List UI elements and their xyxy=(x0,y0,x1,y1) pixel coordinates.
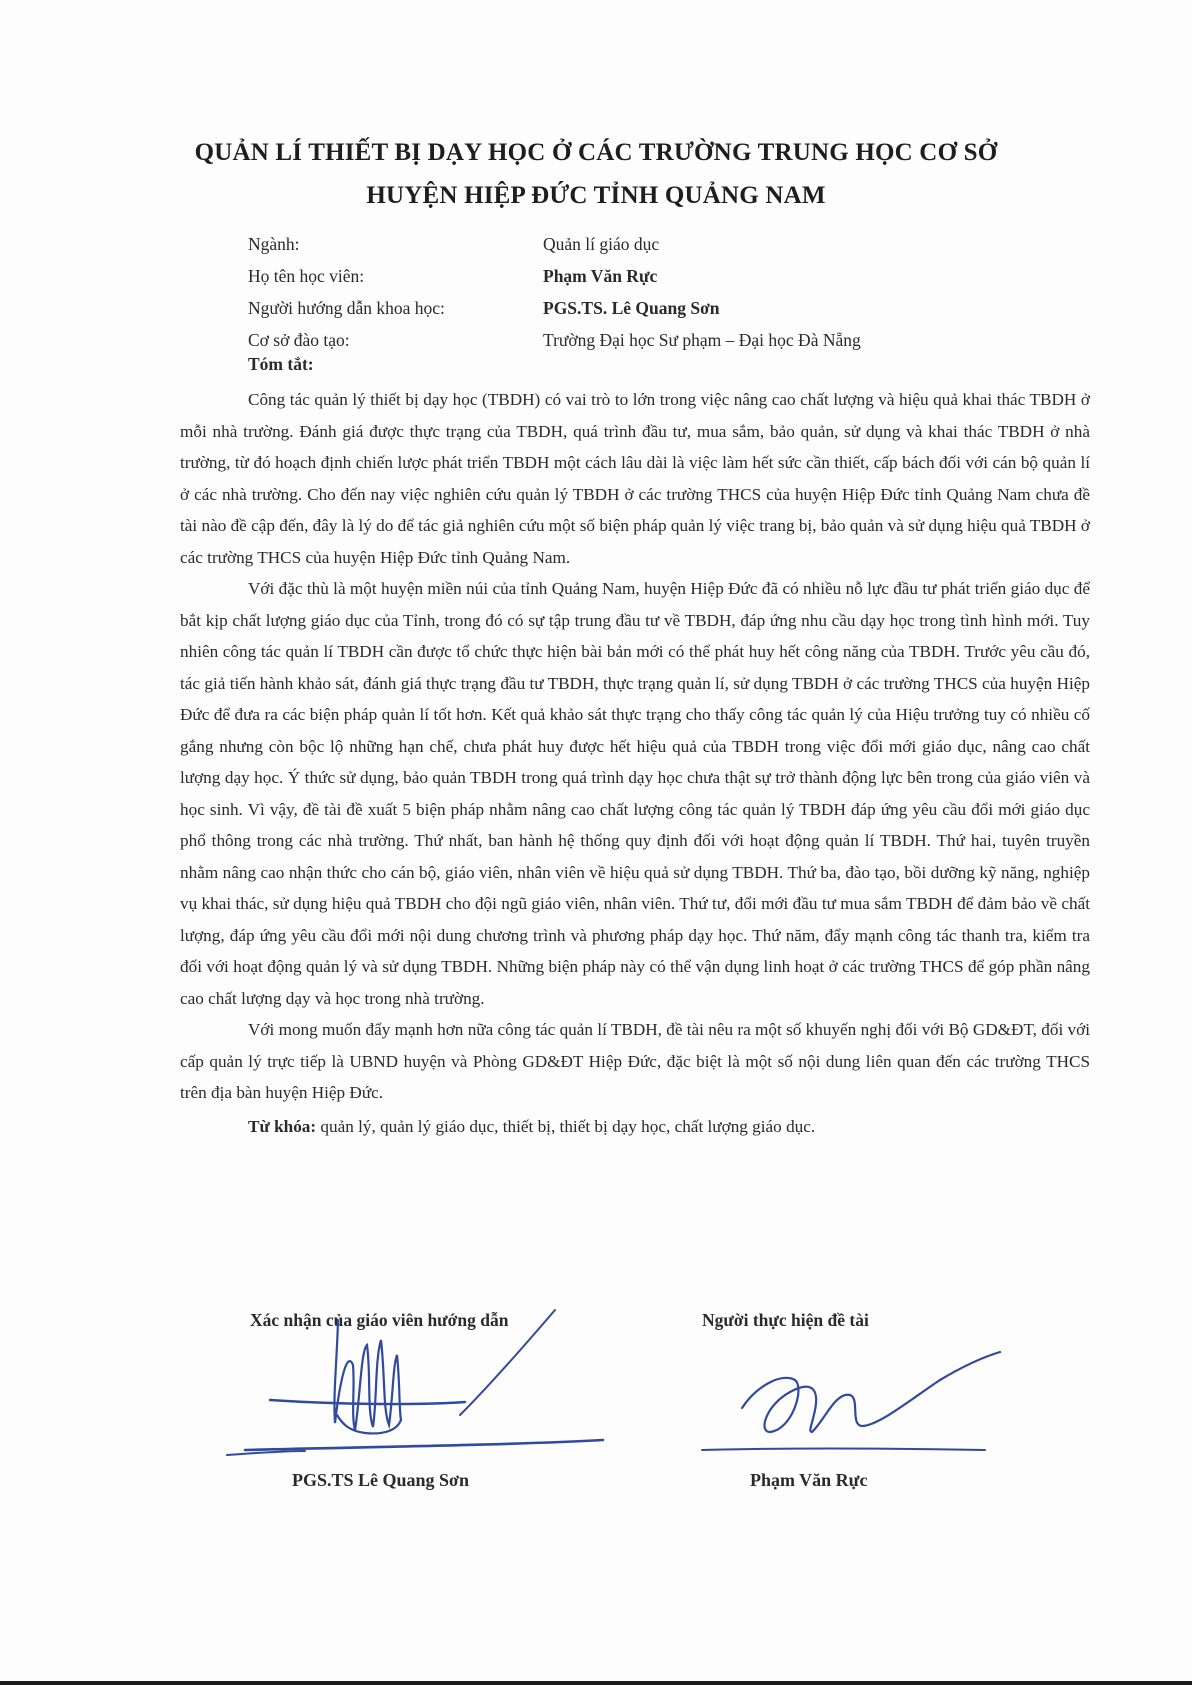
supervisor-confirmation-title: Xác nhận của giáo viên hướng dẫn xyxy=(250,1310,509,1330)
info-label: Ngành: xyxy=(248,234,300,254)
info-row-supervisor xyxy=(248,292,1048,324)
author-title: Người thực hiện đề tài xyxy=(702,1310,869,1330)
info-row-major xyxy=(248,228,1048,260)
title-line-2: HUYỆN HIỆP ĐỨC TỈNH QUẢNG NAM xyxy=(366,182,826,209)
title-line-1: QUẢN LÍ THIẾT BỊ DẠY HỌC Ở CÁC TRƯỜNG TRUNG HỌC CƠ SỞ xyxy=(194,139,998,166)
info-value: Trường Đại học Sư phạm – Đại học Đà Nẵng xyxy=(543,330,861,350)
info-value: Quản lí giáo dục xyxy=(543,234,660,254)
page-bottom-edge xyxy=(0,1681,1192,1685)
info-row-student xyxy=(248,260,1048,292)
info-label: Cơ sở đào tạo: xyxy=(248,330,350,350)
abstract-body xyxy=(180,384,1090,1142)
abstract-paragraph: Với mong muốn đẩy mạnh hơn nữa công tác quản lí TBDH, đề tài nêu ra một số khuyến nghị đối với Bộ GD&ĐT, đối với cấp quản lý trực tiếp là UBND huyện và Phòng GD&ĐT Hiệp Đức, đặc biệt là một số nội dung liên quan đến các trường THCS trên địa bàn huyện Hiệp Đức. xyxy=(180,1020,1090,1102)
info-row-institution xyxy=(248,324,1048,356)
keywords-label: Từ khóa: xyxy=(248,1116,317,1136)
info-value: Phạm Văn Rực xyxy=(543,266,658,286)
summary-heading: Tóm tắt: xyxy=(248,354,314,374)
info-value: PGS.TS. Lê Quang Sơn xyxy=(543,298,720,318)
abstract-paragraph: Với đặc thù là một huyện miền núi của tỉnh Quảng Nam, huyện Hiệp Đức đã có nhiều nỗ lực đầu tư phát triển giáo dục để bắt kịp chất lượng giáo dục của Tỉnh, trong đó có sự tập trung đầu tư về TBDH, đáp ứng nhu cầu dạy học trong tình hình mới. Tuy nhiên công tác quản lí TBDH cần được tổ chức thực hiện bài bản mới có thể phát huy hết công năng của TBDH. Trước yêu cầu đó, tác giả tiến hành khảo sát, đánh giá thực trạng đầu tư TBDH, thực trạng quản lí, sử dụng TBDH ở các trường THCS của huyện Hiệp Đức để đưa ra các biện pháp quản lí tốt hơn. Kết quả khảo sát thực trạng cho thấy công tác quản lý của Hiệu trưởng tuy có nhiều cố gắng nhưng còn bộc lộ những hạn chế, chưa phát huy được hết hiệu quả của TBDH trong việc đổi mới giáo dục, nâng cao chất lượng dạy học. Ý thức sử dụng, bảo quản TBDH trong quá trình dạy học chưa thật sự trở thành động lực bên trong của giáo viên và học sinh. Vì vậy, đề tài đề xuất 5 biện pháp nhằm nâng cao chất lượng công tác quản lý TBDH đáp ứng yêu cầu đổi mới giáo dục phổ thông trong các nhà trường. Thứ nhất, ban hành hệ thống quy định đối với hoạt động quản lí TBDH. Thứ hai, tuyên truyền nhằm nâng cao nhận thức cho cán bộ, giáo viên, nhân viên về hiệu quả sử dụng TBDH. Thứ ba, đào tạo, bồi dưỡng kỹ năng, nghiệp vụ khai thác, sử dụng hiệu quả TBDH cho đội ngũ giáo viên, nhân viên. Thứ tư, đổi mới đầu tư mua sắm TBDH để đảm bảo về chất lượng, đáp ứng yêu cầu đổi mới nội dung chương trình và phương pháp dạy học. Thứ năm, đẩy mạnh công tác thanh tra, kiểm tra đối với hoạt động quản lý và sử dụng TBDH. Những biện pháp này có thể vận dụng linh hoạt ở các trường THCS để góp phần nâng cao chất lượng dạy và học trong nhà trường. xyxy=(180,579,1090,1008)
author-name: Phạm Văn Rực xyxy=(750,1470,868,1490)
abstract-paragraph: Công tác quản lý thiết bị dạy học (TBDH) có vai trò to lớn trong việc nâng cao chất lượng và hiệu quả khai thác TBDH ở mỗi nhà trường. Đánh giá được thực trạng của TBDH, quá trình đầu tư, mua sắm, bảo quản, sử dụng và khai thác TBDH ở nhà trường, từ đó hoạch định chiến lược phát triển TBDH một cách lâu dài là việc làm hết sức cần thiết, cấp bách đối với cán bộ quản lí ở các nhà trường. Cho đến nay việc nghiên cứu quản lý TBDH ở các trường THCS của huyện Hiệp Đức tỉnh Quảng Nam chưa đề tài nào đề cập đến, đây là lý do để tác giả nghiên cứu một số biện pháp quản lý việc trang bị, bảo quản và sử dụng hiệu quả TBDH ở các trường THCS của huyện Hiệp Đức tỉnh Quảng Nam. xyxy=(180,390,1090,567)
supervisor-name: PGS.TS Lê Quang Sơn xyxy=(292,1470,470,1490)
info-label: Người hướng dẫn khoa học: xyxy=(248,298,445,318)
thesis-info xyxy=(248,228,1048,356)
author-signature xyxy=(700,1350,1020,1465)
info-label: Họ tên học viên: xyxy=(248,266,365,286)
supervisor-signature xyxy=(225,1305,665,1475)
keywords-line xyxy=(180,1111,1090,1143)
keywords-text: quản lý, quản lý giáo dục, thiết bị, thiết bị dạy học, chất lượng giáo dục. xyxy=(316,1116,816,1136)
